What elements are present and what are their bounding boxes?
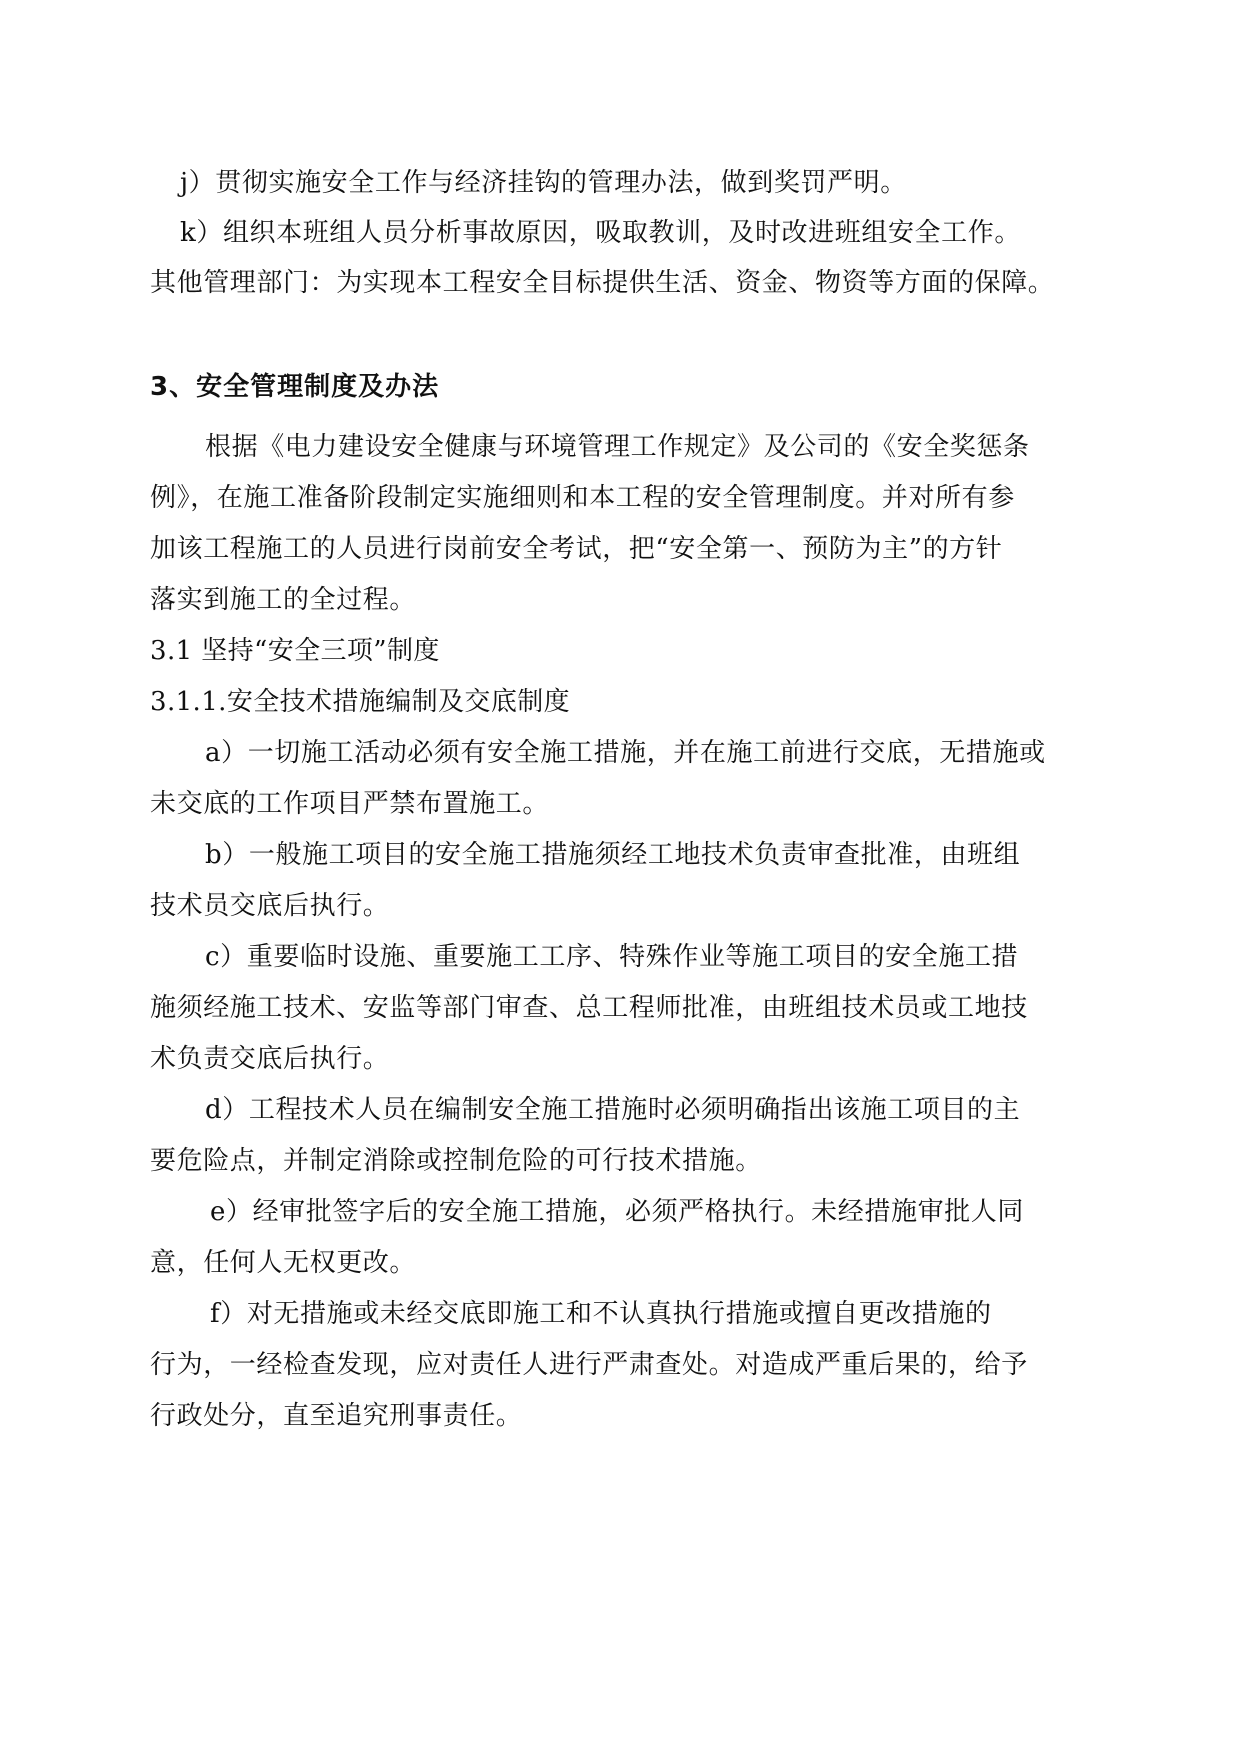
list-item-k: k）组织本班组人员分析事故原因，吸取教训，及时改进班组安全工作。 [180, 218, 1021, 248]
paragraph-line: 要危险点，并制定消除或控制危险的可行技术措施。 [150, 1146, 762, 1176]
paragraph-line: 加该工程施工的人员进行岗前安全考试，把“安全第一、预防为主”的方针 [150, 534, 1003, 564]
list-item-e: e）经审批签字后的安全施工措施，必须严格执行。未经措施审批人同 [210, 1197, 1024, 1227]
paragraph-line: 行为，一经检查发现，应对责任人进行严肃查处。对造成严重后果的，给予 [150, 1350, 1028, 1380]
paragraph-line: 术负责交底后执行。 [150, 1044, 390, 1074]
paragraph-line: 例》，在施工准备阶段制定实施细则和本工程的安全管理制度。并对所有参 [150, 483, 1015, 513]
paragraph-line: 未交底的工作项目严禁布置施工。 [150, 789, 550, 819]
paragraph-line: 技术员交底后执行。 [150, 891, 390, 921]
list-item-b: b）一般施工项目的安全施工措施须经工地技术负责审查批准，由班组 [205, 840, 1021, 870]
paragraph-other-departments: 其他管理部门：为实现本工程安全目标提供生活、资金、物资等方面的保障。 [150, 268, 1055, 298]
list-item-a: a）一切施工活动必须有安全施工措施，并在施工前进行交底，无措施或 [205, 738, 1046, 768]
paragraph-line: 施须经施工技术、安监等部门审查、总工程师批准，由班组技术员或工地技 [150, 993, 1028, 1023]
paragraph-line: 落实到施工的全过程。 [150, 585, 417, 615]
paragraph-line: 行政处分，直至追究刑事责任。 [150, 1401, 523, 1431]
list-item-d: d）工程技术人员在编制安全施工措施时必须明确指出该施工项目的主 [205, 1095, 1021, 1125]
paragraph-line: 意，任何人无权更改。 [150, 1248, 417, 1278]
list-item-f: f）对无措施或未经交底即施工和不认真执行措施或擅自更改措施的 [210, 1299, 992, 1329]
list-item-c: c）重要临时设施、重要施工工序、特殊作业等施工项目的安全施工措 [205, 942, 1019, 972]
section-heading-3: 3、安全管理制度及办法 [150, 372, 440, 402]
subsection-heading-3-1: 3.1 坚持“安全三项”制度 [150, 636, 440, 666]
subsection-heading-3-1-1: 3.1.1.安全技术措施编制及交底制度 [150, 687, 571, 717]
paragraph-line: 根据《电力建设安全健康与环境管理工作规定》及公司的《安全奖惩条 [205, 432, 1030, 462]
list-item-j: j）贯彻实施安全工作与经济挂钩的管理办法，做到奖罚严明。 [180, 168, 907, 198]
